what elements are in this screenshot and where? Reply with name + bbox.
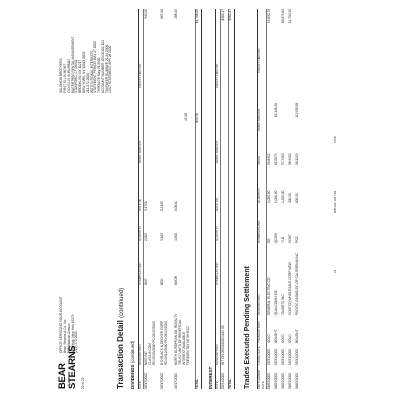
logo-line-2: STEARNS (66, 345, 78, 389)
client-line: BROOKLYN, NY 11217 (78, 59, 83, 93)
dividends-title: DIVIDENDS (130, 364, 135, 389)
cell-debit: 65,148.40 (274, 103, 278, 118)
cell-trade: 05/31/2000 (295, 349, 299, 365)
col-settlement: SETTLEMENT DATE (257, 369, 265, 389)
cell-settle: 06/05/2000 (288, 373, 292, 389)
cell-symbol: BDK (160, 278, 164, 285)
client-line: C/O ELLIS SUBURBAN (66, 59, 71, 93)
col-symbol: SYMBOL/CUSIP (215, 262, 219, 285)
stmt-value: MAY 27 2000 (93, 41, 97, 61)
cell-description: GENERAL ELECTRIC CO (267, 277, 271, 315)
cell-tx: BOUGHT (295, 329, 299, 343)
client-line: WATERTREE RENTAL MANAGEMENT (70, 36, 75, 93)
desc-line: B O BLACK & DECKER CORP (160, 320, 164, 365)
col-trade-date: TRADE DATE (257, 346, 261, 365)
cell-symbol: QCOM (274, 233, 278, 243)
office-block (60, 293, 79, 353)
cell-description (145, 321, 157, 365)
cell-settle: 06/05/2000 (281, 373, 285, 389)
office-label: OFFICE SERVICING YOUR ACCOUNT (59, 296, 63, 353)
cell-trade: 05/31/2000 (267, 349, 271, 365)
cell-credit: 288.45 (174, 9, 178, 19)
cell-quantity: 600.00 (295, 193, 299, 203)
cell-tx: BOUGHT (274, 329, 278, 343)
total-credit: $362.47 (228, 9, 232, 21)
stmt-label: STATEMENT PERIOD (93, 61, 97, 93)
divider (228, 9, 229, 389)
cell-trade: 05/31/2000 (274, 349, 278, 365)
desc-line: INTEREST AVAILABLE (181, 331, 186, 365)
cell-credit: 68,873.84 (281, 9, 285, 24)
cell-quantity: 2,000 (144, 233, 148, 241)
col-debit: DEBIT AMOUNT (215, 140, 219, 163)
cell-rate: 0.1700 (144, 201, 148, 211)
col-symbol: SYMBOL/CUSIP (257, 220, 261, 243)
cell-description: PACIFIC GAS&ELEC OF CALIFORNIA INC (295, 253, 299, 315)
cell-tx: SOLD (281, 334, 285, 343)
stmt-value: 21-94-0308 (104, 44, 109, 62)
client-block (60, 9, 95, 93)
client-line: FIRST ELLIS MGMT (62, 63, 67, 93)
stmt-label: THROUGH (96, 76, 101, 93)
col-description: DESCRIPTION (138, 344, 142, 365)
cell-settle: 06/05/2000 (267, 373, 271, 389)
divider (195, 9, 196, 389)
client-line: INSTITUTIONAL INTERESTS (89, 50, 94, 93)
cell-trade: 05/31/2000 (281, 349, 285, 365)
footer-left: 22 (333, 269, 337, 273)
client-line: SALOMON BROTHERS (59, 58, 63, 93)
desc-line: CLASS B COM (147, 343, 152, 365)
office-line: Bear, Stearns & Co. Inc. (62, 318, 67, 353)
col-description: DESCRIPTION (215, 344, 219, 365)
cell-symbol: TLB (281, 237, 285, 243)
office-line: 383 Madison Avenue (66, 323, 71, 353)
cell-debit: 43.28 (184, 113, 188, 121)
stmt-value: APR 28 2000 (108, 45, 113, 65)
col-quantity: QUANTITY (138, 225, 142, 241)
stmt-value: May 31 2000 (96, 57, 101, 76)
pending-title: Trades Executed Pending Settlement (244, 266, 251, 389)
footer-center: B00102-104 103 (333, 190, 337, 213)
cell-credit: 14,790.90 (288, 9, 292, 24)
cell-description: QUALCOMM INC (274, 289, 278, 315)
cell-settle: 06/05/2000 (295, 373, 299, 389)
cell-trade: 05/31/2000 (288, 349, 292, 365)
cell-quantity: 400.00 (288, 193, 292, 203)
dividends-heading (130, 341, 135, 389)
stmt-label: ACCOUNT NUMBER (100, 62, 105, 93)
stmt-label: TAXPAYER NUMBER (104, 62, 109, 93)
col-debit: DEBIT AMOUNT (138, 140, 142, 163)
cell-credit: 667.00 (160, 9, 164, 19)
continued-label: (continued) (119, 287, 125, 318)
col-quantity: QUANTITY (215, 225, 219, 241)
cell-price: 53.8412 (267, 153, 271, 165)
cell-credit: $362.47 (221, 9, 225, 21)
cell-symbol: PCG (295, 236, 299, 243)
cell-debit: 10,935.08 (295, 103, 299, 118)
cell-quantity: 1,000.00 (267, 190, 271, 203)
divider (234, 9, 235, 389)
cell-price: 57.7303 (281, 153, 285, 165)
divider (201, 9, 202, 389)
col-credit: CREDIT AMOUNT (215, 63, 219, 88)
col-credit: CREDIT AMOUNT (257, 48, 261, 73)
col-transaction: TRANSACTION (257, 321, 261, 343)
office-line: (212) 272-2000 (74, 331, 79, 353)
col-symbol: SYMBOL/CUSIP (138, 262, 142, 285)
total-credit: $1,708.00 (195, 9, 199, 24)
cell-settle: 06/05/2000 (274, 373, 278, 389)
cell-price: 62.0079 (274, 153, 278, 165)
cell-tx: SOLD (267, 334, 271, 343)
client-line: STAMFORD, CT 06901 (74, 59, 79, 93)
cell-date: 05/17/2000 (144, 373, 148, 389)
desc-line: NIKE INC (144, 351, 148, 365)
desc-line: RD 05/09/2000 PD 05/17/2000 (151, 321, 156, 365)
total-debit: $43.28 (195, 113, 199, 123)
statement-info (94, 9, 113, 93)
office-line: New York, New York 10179 (70, 314, 75, 353)
desc-line: FOREIGN TAX WITHHELD (185, 326, 190, 365)
col-quantity: QUANTITY (257, 187, 261, 203)
desc-line: RD 05/12/2000 PD 05/17/2000 (163, 321, 168, 365)
cell-symbol: GE (267, 238, 271, 243)
cell-symbol: NKE (144, 278, 148, 285)
cell-date: 05/31/2000 (221, 373, 225, 389)
cell-date: 05/17/2000 (174, 373, 178, 389)
col-price: PRICE (257, 155, 261, 165)
stmt-value: 103-00102-104 (100, 40, 105, 62)
cell-credit: 53,830.76 (267, 9, 271, 24)
desc-line: TRUST UNITS OF BENEFICIAL (177, 319, 182, 365)
total-label: TOTAL (195, 378, 199, 389)
col-date: DATE (138, 381, 142, 389)
client-line: NEW YORK, NY 10013-2803 (82, 51, 87, 93)
cell-tx: SOLD (288, 334, 292, 343)
footer-right: 1658 (333, 136, 337, 143)
interest-title: INTEREST (208, 366, 213, 389)
cell-description: TALBOTS INC (281, 294, 285, 315)
logo-line-1: BEAR (57, 363, 68, 389)
col-debit: DEBIT AMOUNT (257, 108, 261, 131)
col-rate: RATE (%) (215, 197, 219, 211)
cell-date: 05/17/2000 (160, 373, 164, 389)
transaction-detail-title (116, 288, 126, 389)
bear-stearns-logo (57, 345, 78, 389)
client-line: 212-272-2000 (85, 73, 90, 93)
total-label: TOTAL (228, 378, 232, 389)
cell-price: 18.1253 (295, 153, 299, 165)
rotated-statement (54, 7, 346, 393)
cell-rate: 0.0641 (174, 201, 178, 211)
cell-price: 36.9900 (288, 153, 292, 165)
col-date: DATE (215, 381, 219, 389)
cell-quantity: 3,100 (160, 233, 164, 241)
cell-quantity: 1,200.00 (281, 190, 285, 203)
cell-quantity: 4,500 (174, 233, 178, 241)
cell-quantity: 1,000.00 (274, 190, 278, 203)
col-description: DESCRIPTION (257, 294, 261, 315)
desc-line: NORTH EUROPEAN OIL ROYALTY (174, 313, 178, 365)
divider (143, 9, 144, 389)
cell-description: COSTCO WHOLESALE CORP NEW (288, 262, 292, 315)
cell-credit: 340.00 (144, 9, 148, 19)
cell-symbol: NEOR (174, 275, 178, 285)
cell-description: INT ON 05/03/2000 MAY 00 (221, 325, 225, 365)
stmt-label: LAST STATEMENT (108, 65, 113, 93)
cell-symbol: COST (288, 234, 292, 243)
cell-rate: 0.2150 (160, 201, 164, 211)
cell-description (175, 314, 190, 365)
dividends-continued: (continued) (130, 340, 135, 364)
section-title: Transaction Detail (116, 320, 125, 389)
col-credit: CREDIT AMOUNT (138, 63, 142, 88)
stmt-row (109, 9, 113, 93)
col-rate: RATE (¢) (138, 198, 142, 211)
cell-description (161, 321, 169, 365)
page-label: 22 of 23 (81, 377, 85, 389)
